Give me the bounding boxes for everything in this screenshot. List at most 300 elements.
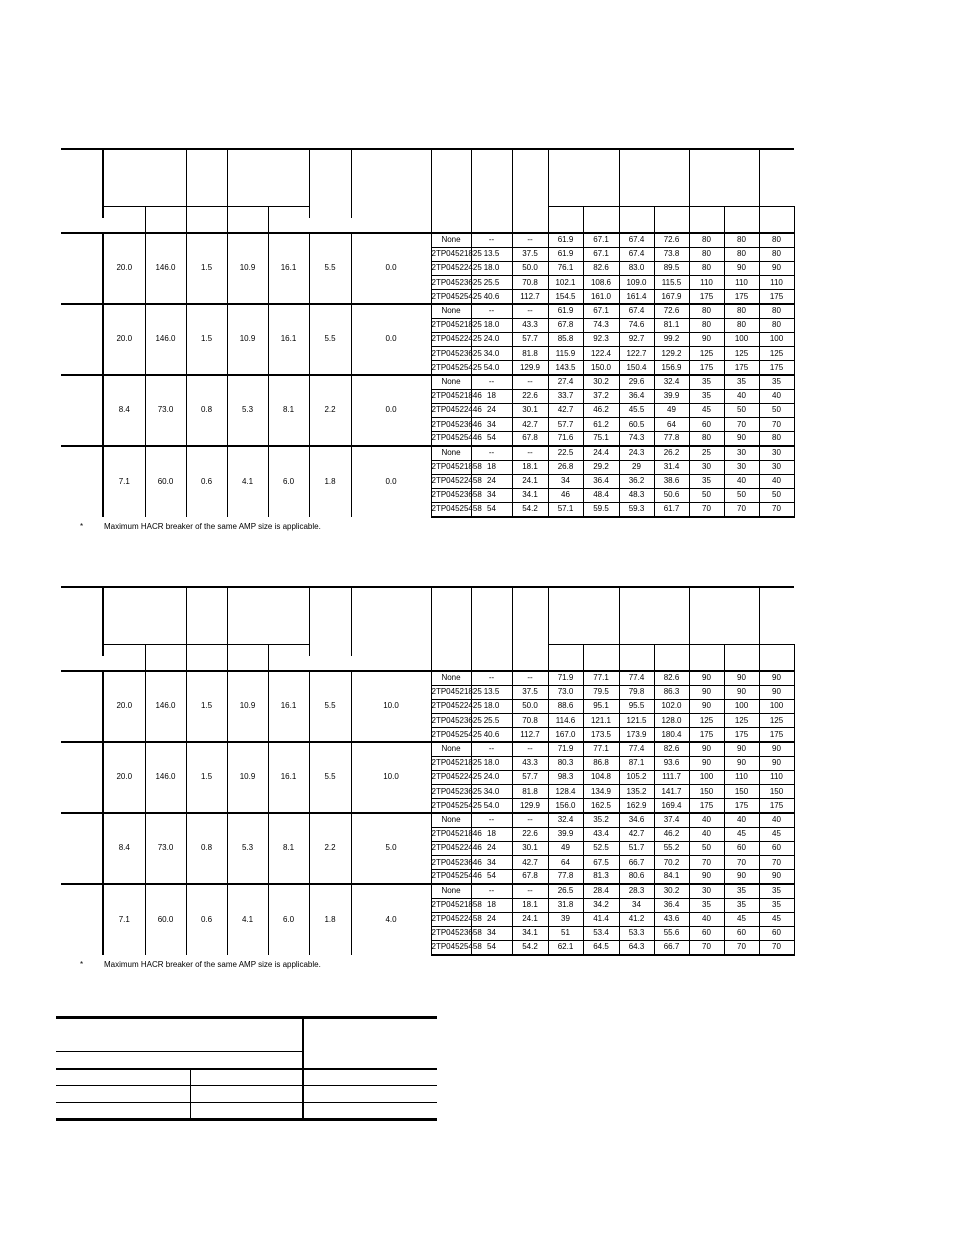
param-cell: 10.9	[227, 233, 268, 304]
value-cell: 39	[548, 912, 583, 926]
value-cell: 115.5	[654, 276, 689, 290]
header-subcell	[583, 644, 619, 671]
group-label-cell	[61, 671, 103, 742]
heater-model-cell: 2TP04521858	[431, 460, 471, 474]
param-cell: 20.0	[103, 304, 145, 375]
value-cell: 87.1	[619, 756, 654, 770]
value-cell: 110	[689, 276, 724, 290]
header-subcell	[759, 644, 794, 671]
heater-model-cell: 2TP04525425	[431, 728, 471, 742]
value-cell: 36.4	[583, 474, 619, 488]
header-subcell	[759, 206, 794, 233]
value-cell: 82.6	[654, 742, 689, 756]
value-cell: 90	[759, 685, 794, 699]
header-cell	[61, 587, 103, 656]
value-cell: 64.5	[583, 941, 619, 955]
value-cell: 26.8	[548, 460, 583, 474]
value-cell: 18.1	[512, 898, 548, 912]
value-cell: 73.8	[654, 247, 689, 261]
header-subcell	[186, 644, 227, 671]
value-cell: 90	[724, 756, 759, 770]
param-cell: 7.1	[103, 884, 145, 955]
value-cell: --	[512, 375, 548, 389]
value-cell: 64	[654, 417, 689, 431]
param-cell: 8.4	[103, 813, 145, 884]
value-cell: 67.4	[619, 247, 654, 261]
value-cell: 37.5	[512, 685, 548, 699]
value-cell: --	[512, 233, 548, 247]
value-cell: 90	[689, 685, 724, 699]
value-cell: 162.9	[619, 799, 654, 813]
value-cell: 67.4	[619, 233, 654, 247]
param-cell: 20.0	[103, 742, 145, 813]
value-cell: 40.6	[471, 728, 512, 742]
value-cell: 90	[689, 671, 724, 685]
value-cell: 90	[759, 870, 794, 884]
value-cell: 25.5	[471, 714, 512, 728]
value-cell: 175	[759, 799, 794, 813]
header-subcell	[654, 206, 689, 233]
value-cell: 30	[724, 446, 759, 460]
param-cell: 146.0	[145, 304, 186, 375]
value-cell: 125	[759, 347, 794, 361]
value-cell: 110	[759, 770, 794, 784]
header-cell	[431, 149, 471, 233]
param-cell: 5.3	[227, 813, 268, 884]
value-cell: 53.3	[619, 926, 654, 940]
value-cell: 26.5	[548, 884, 583, 898]
header-cell	[351, 587, 431, 656]
value-cell: 41.2	[619, 912, 654, 926]
value-cell: --	[512, 813, 548, 827]
param-cell: 0.0	[351, 446, 431, 517]
value-cell: 35	[759, 884, 794, 898]
electrical-data-table-2	[61, 586, 794, 956]
value-cell: 49	[548, 841, 583, 855]
value-cell: 90	[724, 870, 759, 884]
value-cell: 100	[759, 699, 794, 713]
value-cell: 66.7	[619, 855, 654, 869]
value-cell: 90	[689, 870, 724, 884]
value-cell: 64.3	[619, 941, 654, 955]
value-cell: 81.8	[512, 785, 548, 799]
heater-model-cell: 2TP04523625	[431, 347, 471, 361]
value-cell: 18.0	[471, 318, 512, 332]
header-subcell	[268, 644, 309, 671]
value-cell: 77.4	[619, 742, 654, 756]
value-cell: 71.9	[548, 742, 583, 756]
heater-model-cell: 2TP04522425	[431, 332, 471, 346]
electrical-data-table-1	[61, 148, 794, 518]
param-cell: 7.1	[103, 446, 145, 517]
param-cell: 4.1	[227, 446, 268, 517]
value-cell: --	[471, 671, 512, 685]
value-cell: 125	[689, 714, 724, 728]
value-cell: --	[471, 233, 512, 247]
value-cell: 34	[619, 898, 654, 912]
value-cell: 128.4	[548, 785, 583, 799]
value-cell: 24.1	[512, 912, 548, 926]
value-cell: 70	[759, 855, 794, 869]
value-cell: 36.4	[619, 389, 654, 403]
value-cell: 50	[689, 488, 724, 502]
value-cell: 90	[724, 261, 759, 275]
param-cell: 1.5	[186, 671, 227, 742]
value-cell: 34.1	[512, 926, 548, 940]
value-cell: 80	[759, 318, 794, 332]
header-cell	[227, 587, 309, 644]
value-cell: 81.8	[512, 347, 548, 361]
value-cell: 92.3	[583, 332, 619, 346]
value-cell: 167.9	[654, 290, 689, 304]
value-cell: 67.4	[619, 304, 654, 318]
value-cell: 40	[689, 912, 724, 926]
value-cell: 90	[759, 742, 794, 756]
heater-model-cell: 2TP04523658	[431, 488, 471, 502]
param-cell: 0.8	[186, 375, 227, 446]
value-cell: 90	[689, 742, 724, 756]
value-cell: 102.0	[654, 699, 689, 713]
value-cell: 77.8	[548, 870, 583, 884]
value-cell: 70	[724, 417, 759, 431]
value-cell: --	[471, 375, 512, 389]
value-cell: 100	[724, 332, 759, 346]
value-cell: 24	[471, 912, 512, 926]
header-subcell	[548, 644, 583, 671]
value-cell: 67.8	[512, 870, 548, 884]
value-cell: 22.5	[548, 446, 583, 460]
value-cell: 46	[548, 488, 583, 502]
value-cell: 62.1	[548, 941, 583, 955]
value-cell: 35	[689, 375, 724, 389]
value-cell: 36.2	[619, 474, 654, 488]
table-row	[61, 742, 794, 756]
value-cell: 70	[724, 503, 759, 517]
value-cell: 50	[724, 403, 759, 417]
value-cell: 18	[471, 898, 512, 912]
value-cell: 175	[724, 799, 759, 813]
value-cell: 40	[724, 389, 759, 403]
heater-model-cell: 2TP04522458	[431, 912, 471, 926]
value-cell: 60	[759, 926, 794, 940]
value-cell: 50	[689, 841, 724, 855]
value-cell: 22.6	[512, 389, 548, 403]
value-cell: 156.9	[654, 361, 689, 375]
value-cell: 129.9	[512, 361, 548, 375]
value-cell: 26.2	[654, 446, 689, 460]
param-cell: 16.1	[268, 671, 309, 742]
value-cell: 82.6	[583, 261, 619, 275]
value-cell: 34	[471, 488, 512, 502]
value-cell: 71.6	[548, 432, 583, 446]
value-cell: 80	[759, 247, 794, 261]
value-cell: 110	[724, 276, 759, 290]
value-cell: 80	[689, 432, 724, 446]
header-cell	[103, 149, 186, 206]
value-cell: 27.4	[548, 375, 583, 389]
value-cell: 173.5	[583, 728, 619, 742]
header-cell	[759, 149, 794, 206]
value-cell: 112.7	[512, 290, 548, 304]
value-cell: 121.1	[583, 714, 619, 728]
value-cell: 34.0	[471, 785, 512, 799]
heater-model-cell: None	[431, 233, 471, 247]
header-row	[61, 149, 794, 206]
value-cell: 35	[724, 884, 759, 898]
value-cell: 175	[724, 361, 759, 375]
value-cell: 90	[759, 756, 794, 770]
value-cell: 100	[689, 770, 724, 784]
value-cell: 76.1	[548, 261, 583, 275]
header-subcell	[227, 206, 268, 233]
value-cell: 70.8	[512, 714, 548, 728]
value-cell: 74.3	[583, 318, 619, 332]
param-cell: 73.0	[145, 375, 186, 446]
value-cell: 60	[724, 926, 759, 940]
value-cell: 41.4	[583, 912, 619, 926]
value-cell: 40	[724, 813, 759, 827]
header-row	[61, 587, 794, 644]
header-cell	[61, 149, 103, 218]
value-cell: 82.6	[654, 671, 689, 685]
value-cell: 40	[759, 813, 794, 827]
heater-model-cell: None	[431, 884, 471, 898]
value-cell: 42.7	[512, 855, 548, 869]
value-cell: 125	[724, 347, 759, 361]
footnote-text: Maximum HACR breaker of the same AMP size is applicable.	[104, 522, 321, 531]
value-cell: 70	[759, 503, 794, 517]
value-cell: --	[471, 884, 512, 898]
value-cell: 18	[471, 460, 512, 474]
heater-model-cell: 2TP04523658	[431, 926, 471, 940]
value-cell: 74.3	[619, 432, 654, 446]
value-cell: 175	[724, 728, 759, 742]
value-cell: 35	[759, 898, 794, 912]
value-cell: 81.1	[654, 318, 689, 332]
value-cell: 40	[689, 813, 724, 827]
value-cell: 70	[689, 855, 724, 869]
heater-model-cell: 2TP04521858	[431, 898, 471, 912]
heater-model-cell: 2TP04522425	[431, 770, 471, 784]
param-cell: 146.0	[145, 233, 186, 304]
value-cell: 81.3	[583, 870, 619, 884]
value-cell: 80	[689, 247, 724, 261]
value-cell: 70	[724, 855, 759, 869]
value-cell: 24.4	[583, 446, 619, 460]
value-cell: 109.0	[619, 276, 654, 290]
value-cell: 125	[759, 714, 794, 728]
value-cell: 79.5	[583, 685, 619, 699]
value-cell: 34	[471, 855, 512, 869]
param-cell: 8.1	[268, 375, 309, 446]
value-cell: 67.1	[583, 233, 619, 247]
param-cell: 20.0	[103, 671, 145, 742]
value-cell: 175	[759, 290, 794, 304]
value-cell: 108.6	[583, 276, 619, 290]
value-cell: 74.6	[619, 318, 654, 332]
header-subcell	[268, 206, 309, 233]
group-label-cell	[61, 884, 103, 955]
value-cell: 92.7	[619, 332, 654, 346]
heater-model-cell: None	[431, 446, 471, 460]
value-cell: 77.4	[619, 671, 654, 685]
value-cell: 13.5	[471, 247, 512, 261]
header-subcell	[689, 206, 724, 233]
param-cell: 73.0	[145, 813, 186, 884]
header-cell	[351, 149, 431, 218]
value-cell: 18	[471, 389, 512, 403]
value-cell: 150	[759, 785, 794, 799]
param-cell: 6.0	[268, 446, 309, 517]
group-label-cell	[61, 304, 103, 375]
value-cell: 61.9	[548, 247, 583, 261]
param-cell: 10.0	[351, 742, 431, 813]
value-cell: 29	[619, 460, 654, 474]
value-cell: 79.8	[619, 685, 654, 699]
value-cell: 50	[724, 488, 759, 502]
param-cell: 1.8	[309, 446, 351, 517]
heater-model-cell: 2TP04523625	[431, 714, 471, 728]
value-cell: 24	[471, 841, 512, 855]
value-cell: 32.4	[654, 375, 689, 389]
heater-model-cell: 2TP04525458	[431, 503, 471, 517]
value-cell: 161.4	[619, 290, 654, 304]
value-cell: 84.1	[654, 870, 689, 884]
param-cell: 0.0	[351, 233, 431, 304]
value-cell: 54	[471, 870, 512, 884]
header-subcell	[186, 206, 227, 233]
value-cell: 57.7	[512, 332, 548, 346]
value-cell: 128.0	[654, 714, 689, 728]
heater-model-cell: 2TP04521825	[431, 685, 471, 699]
value-cell: 134.9	[583, 785, 619, 799]
value-cell: 104.8	[583, 770, 619, 784]
param-cell: 8.4	[103, 375, 145, 446]
value-cell: 80.3	[548, 756, 583, 770]
param-cell: 4.0	[351, 884, 431, 955]
value-cell: 90	[689, 699, 724, 713]
value-cell: 36.4	[654, 898, 689, 912]
value-cell: 30	[724, 460, 759, 474]
header-subcell	[724, 644, 759, 671]
value-cell: 66.7	[654, 941, 689, 955]
value-cell: 70	[689, 503, 724, 517]
heater-model-cell: 2TP04525446	[431, 432, 471, 446]
value-cell: --	[471, 446, 512, 460]
param-cell: 2.2	[309, 813, 351, 884]
value-cell: 60.5	[619, 417, 654, 431]
header-cell	[512, 149, 548, 233]
param-cell: 4.1	[227, 884, 268, 955]
value-cell: 48.4	[583, 488, 619, 502]
value-cell: --	[512, 884, 548, 898]
value-cell: 50.6	[654, 488, 689, 502]
value-cell: 24.3	[619, 446, 654, 460]
value-cell: 90	[689, 756, 724, 770]
value-cell: 70.2	[654, 855, 689, 869]
value-cell: 45	[759, 827, 794, 841]
value-cell: 59.5	[583, 503, 619, 517]
value-cell: 90	[724, 742, 759, 756]
value-cell: 111.7	[654, 770, 689, 784]
value-cell: 154.5	[548, 290, 583, 304]
value-cell: 67.5	[583, 855, 619, 869]
value-cell: 67.1	[583, 247, 619, 261]
value-cell: 86.3	[654, 685, 689, 699]
value-cell: 40.6	[471, 290, 512, 304]
value-cell: 102.1	[548, 276, 583, 290]
value-cell: 39.9	[654, 389, 689, 403]
value-cell: 80	[689, 261, 724, 275]
value-cell: 49	[654, 403, 689, 417]
value-cell: 30.1	[512, 841, 548, 855]
value-cell: 35.2	[583, 813, 619, 827]
value-cell: 54	[471, 503, 512, 517]
header-cell	[186, 587, 227, 644]
value-cell: 25.5	[471, 276, 512, 290]
value-cell: 175	[689, 361, 724, 375]
value-cell: 167.0	[548, 728, 583, 742]
value-cell: 125	[689, 347, 724, 361]
value-cell: 112.7	[512, 728, 548, 742]
value-cell: 143.5	[548, 361, 583, 375]
value-cell: 77.1	[583, 742, 619, 756]
value-cell: 18.0	[471, 699, 512, 713]
header-cell	[309, 149, 351, 218]
value-cell: 40	[724, 474, 759, 488]
param-cell: 5.5	[309, 304, 351, 375]
param-cell: 0.0	[351, 304, 431, 375]
heater-model-cell: None	[431, 375, 471, 389]
value-cell: 80	[759, 432, 794, 446]
param-cell: 2.2	[309, 375, 351, 446]
heater-model-cell: None	[431, 304, 471, 318]
value-cell: 122.7	[619, 347, 654, 361]
value-cell: 50	[759, 403, 794, 417]
value-cell: 73.0	[548, 685, 583, 699]
value-cell: 80	[724, 304, 759, 318]
heater-model-cell: None	[431, 742, 471, 756]
heater-model-cell: 2TP04521825	[431, 318, 471, 332]
header-subcell	[227, 644, 268, 671]
value-cell: 169.4	[654, 799, 689, 813]
value-cell: 61.2	[583, 417, 619, 431]
header-cell	[186, 149, 227, 206]
value-cell: 55.2	[654, 841, 689, 855]
heater-model-cell: 2TP04521825	[431, 756, 471, 770]
value-cell: 175	[724, 290, 759, 304]
value-cell: 175	[759, 361, 794, 375]
param-cell: 10.9	[227, 742, 268, 813]
value-cell: 22.6	[512, 827, 548, 841]
value-cell: 18.0	[471, 261, 512, 275]
value-cell: 59.3	[619, 503, 654, 517]
value-cell: 30	[689, 884, 724, 898]
value-cell: 141.7	[654, 785, 689, 799]
heater-model-cell: 2TP04522425	[431, 699, 471, 713]
value-cell: 67.8	[512, 432, 548, 446]
value-cell: 105.2	[619, 770, 654, 784]
value-cell: 64	[548, 855, 583, 869]
param-cell: 60.0	[145, 446, 186, 517]
value-cell: 77.1	[583, 671, 619, 685]
value-cell: 60	[689, 417, 724, 431]
value-cell: 93.6	[654, 756, 689, 770]
value-cell: 80	[724, 233, 759, 247]
value-cell: 24.0	[471, 332, 512, 346]
header-cell	[689, 587, 759, 644]
value-cell: 54.2	[512, 503, 548, 517]
